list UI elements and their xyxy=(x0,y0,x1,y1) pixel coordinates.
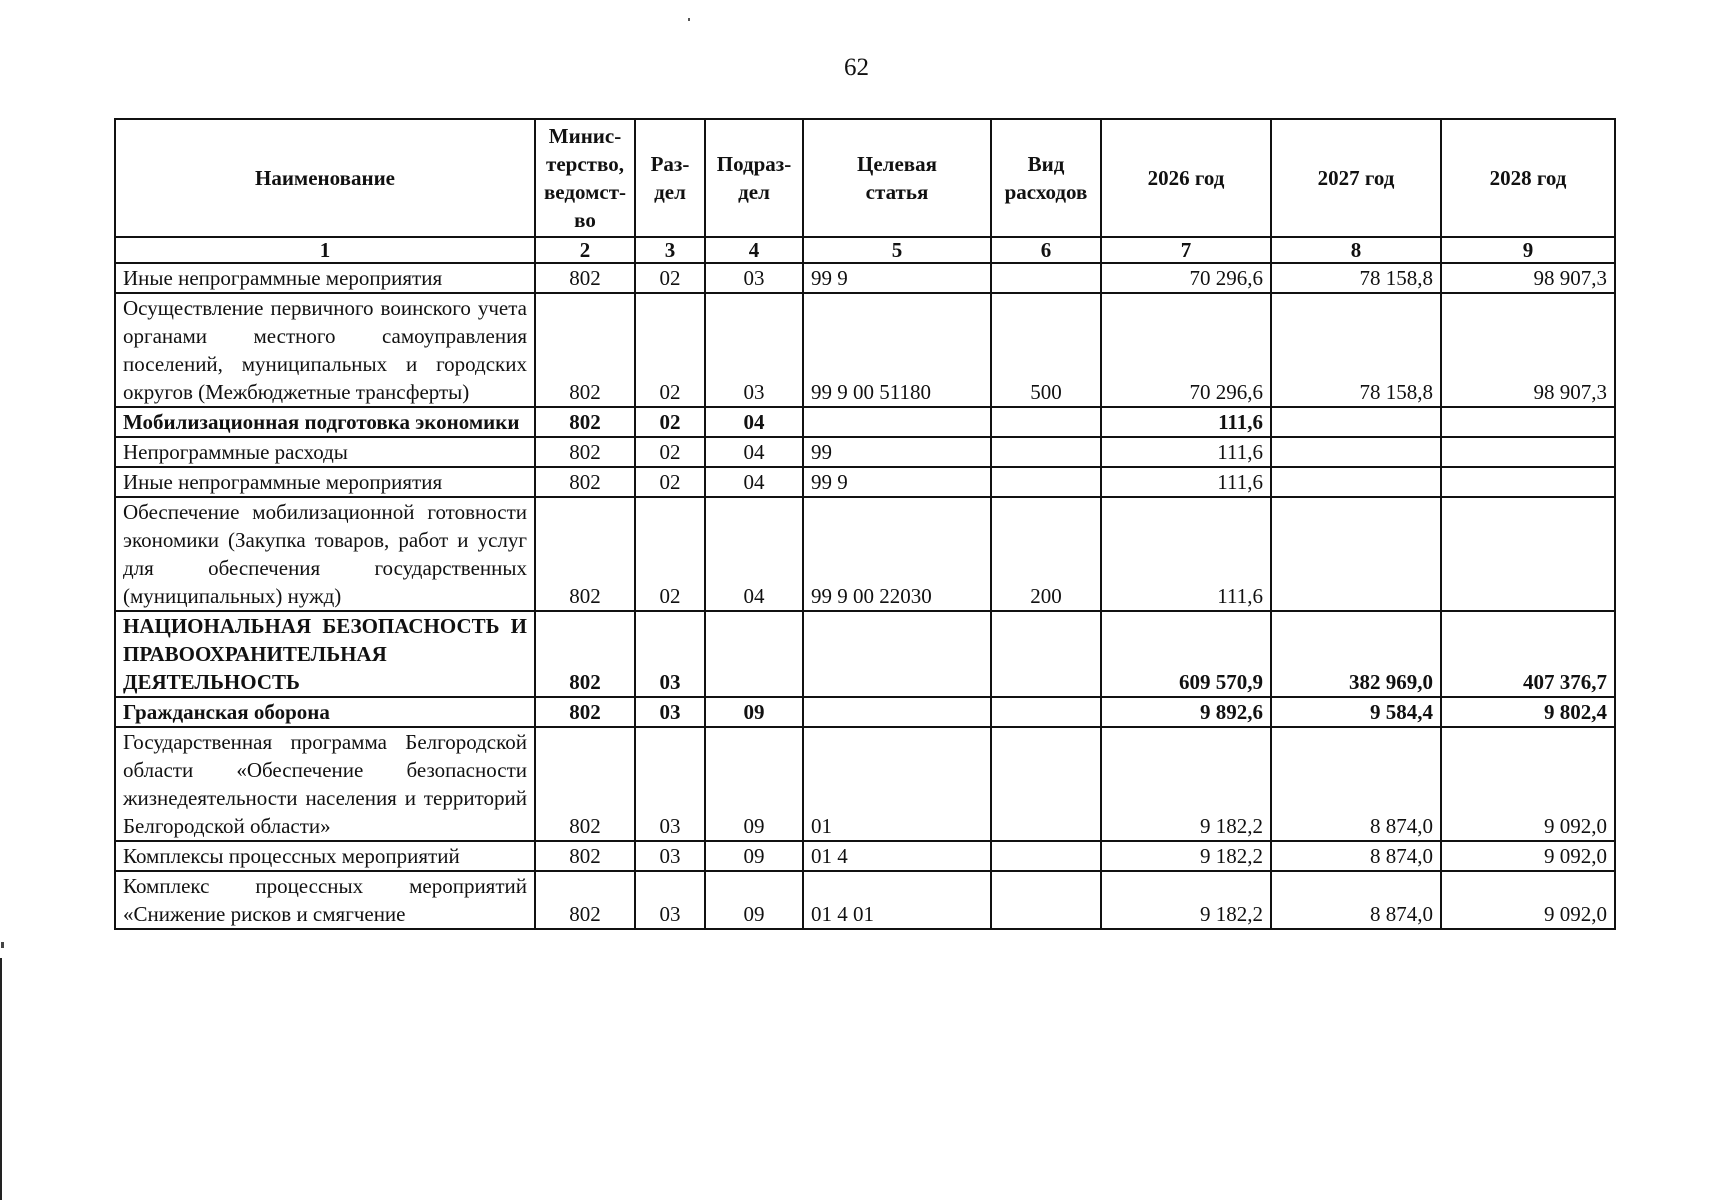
row-value-2028: 9 092,0 xyxy=(1441,871,1615,929)
row-subsection: 09 xyxy=(705,727,803,841)
row-target-article: 01 xyxy=(803,727,991,841)
row-name: Осуществление первичного воинского учета органами местного самоуправления поселений, муниципальных и городских округов (Межбюджетные трансферты) xyxy=(115,293,535,407)
row-target-article: 01 4 01 xyxy=(803,871,991,929)
row-value-2028 xyxy=(1441,497,1615,611)
row-value-2027 xyxy=(1271,437,1441,467)
row-subsection: 03 xyxy=(705,263,803,293)
row-expense-type xyxy=(991,611,1101,697)
row-value-2027 xyxy=(1271,497,1441,611)
column-header-2026: 2026 год xyxy=(1101,119,1271,237)
row-value-2028: 98 907,3 xyxy=(1441,263,1615,293)
column-header-ministry: Минис- терство, ведомст- во xyxy=(535,119,635,237)
column-header-2027: 2027 год xyxy=(1271,119,1441,237)
row-value-2027: 78 158,8 xyxy=(1271,293,1441,407)
table-row xyxy=(115,727,1615,841)
row-name: Мобилизационная подготовка экономики xyxy=(115,407,535,437)
row-value-2028: 98 907,3 xyxy=(1441,293,1615,407)
row-subsection: 04 xyxy=(705,497,803,611)
scan-edge-mark xyxy=(0,958,2,1200)
row-ministry: 802 xyxy=(535,407,635,437)
table-row xyxy=(115,497,1615,611)
row-name: НАЦИОНАЛЬНАЯ БЕЗОПАСНОСТЬ И ПРАВООХРАНИТЕЛЬНАЯ ДЕЯТЕЛЬНОСТЬ xyxy=(115,611,535,697)
table-row xyxy=(115,611,1615,697)
row-ministry: 802 xyxy=(535,841,635,871)
row-value-2027: 9 584,4 xyxy=(1271,697,1441,727)
row-section: 03 xyxy=(635,871,705,929)
row-value-2027: 78 158,8 xyxy=(1271,263,1441,293)
row-section: 02 xyxy=(635,497,705,611)
row-value-2026: 9 182,2 xyxy=(1101,727,1271,841)
row-expense-type xyxy=(991,437,1101,467)
row-ministry: 802 xyxy=(535,467,635,497)
row-target-article xyxy=(803,407,991,437)
row-value-2027: 382 969,0 xyxy=(1271,611,1441,697)
row-value-2026: 70 296,6 xyxy=(1101,263,1271,293)
table-header-row xyxy=(115,119,1615,237)
row-section: 02 xyxy=(635,407,705,437)
column-number: 6 xyxy=(991,237,1101,263)
row-target-article: 99 9 00 51180 xyxy=(803,293,991,407)
column-number: 8 xyxy=(1271,237,1441,263)
row-value-2026: 9 182,2 xyxy=(1101,871,1271,929)
row-expense-type xyxy=(991,407,1101,437)
row-ministry: 802 xyxy=(535,437,635,467)
row-section: 03 xyxy=(635,611,705,697)
table-row xyxy=(115,697,1615,727)
row-target-article: 99 xyxy=(803,437,991,467)
column-header-subsection: Подраз- дел xyxy=(705,119,803,237)
row-value-2026: 9 182,2 xyxy=(1101,841,1271,871)
column-header-section: Раз- дел xyxy=(635,119,705,237)
row-value-2027 xyxy=(1271,407,1441,437)
row-section: 02 xyxy=(635,263,705,293)
table-row xyxy=(115,841,1615,871)
row-expense-type xyxy=(991,467,1101,497)
column-header-target-article: Целевая статья xyxy=(803,119,991,237)
column-number: 4 xyxy=(705,237,803,263)
column-number: 2 xyxy=(535,237,635,263)
row-subsection xyxy=(705,611,803,697)
row-subsection: 03 xyxy=(705,293,803,407)
row-subsection: 09 xyxy=(705,697,803,727)
row-value-2028 xyxy=(1441,467,1615,497)
row-value-2028 xyxy=(1441,407,1615,437)
row-expense-type: 200 xyxy=(991,497,1101,611)
row-value-2028: 9 092,0 xyxy=(1441,841,1615,871)
row-value-2028: 9 802,4 xyxy=(1441,697,1615,727)
row-section: 02 xyxy=(635,293,705,407)
row-value-2028 xyxy=(1441,437,1615,467)
column-number-row xyxy=(115,237,1615,263)
row-subsection: 04 xyxy=(705,407,803,437)
table-row xyxy=(115,437,1615,467)
row-value-2026: 70 296,6 xyxy=(1101,293,1271,407)
row-section: 03 xyxy=(635,727,705,841)
column-header-2028: 2028 год xyxy=(1441,119,1615,237)
row-subsection: 09 xyxy=(705,841,803,871)
row-name: Государственная программа Белгородской области «Обеспечение безопасности жизнедеятельности населения и территорий Белгородской области» xyxy=(115,727,535,841)
table-row xyxy=(115,407,1615,437)
column-number: 9 xyxy=(1441,237,1615,263)
row-ministry: 802 xyxy=(535,697,635,727)
row-expense-type xyxy=(991,871,1101,929)
row-expense-type xyxy=(991,263,1101,293)
row-value-2026: 111,6 xyxy=(1101,437,1271,467)
row-name: Иные непрограммные мероприятия xyxy=(115,263,535,293)
row-section: 02 xyxy=(635,467,705,497)
scan-speck xyxy=(688,18,690,21)
row-ministry: 802 xyxy=(535,727,635,841)
row-ministry: 802 xyxy=(535,497,635,611)
row-value-2028: 407 376,7 xyxy=(1441,611,1615,697)
row-ministry: 802 xyxy=(535,871,635,929)
scan-edge-mark xyxy=(1,942,4,948)
row-subsection: 09 xyxy=(705,871,803,929)
row-subsection: 04 xyxy=(705,467,803,497)
row-expense-type xyxy=(991,727,1101,841)
table-row xyxy=(115,293,1615,407)
row-target-article: 01 4 xyxy=(803,841,991,871)
row-section: 03 xyxy=(635,841,705,871)
budget-table xyxy=(114,118,1616,930)
row-section: 03 xyxy=(635,697,705,727)
row-name: Обеспечение мобилизационной готовности экономики (Закупка товаров, работ и услуг для обеспечения государственных (муниципальных) нужд) xyxy=(115,497,535,611)
row-target-article: 99 9 xyxy=(803,263,991,293)
column-header-expense-type: Вид расходов xyxy=(991,119,1101,237)
row-name: Комплекс процессных мероприятий «Снижение рисков и смягчение xyxy=(115,871,535,929)
row-expense-type xyxy=(991,841,1101,871)
column-number: 5 xyxy=(803,237,991,263)
row-name: Комплексы процессных мероприятий xyxy=(115,841,535,871)
row-subsection: 04 xyxy=(705,437,803,467)
row-ministry: 802 xyxy=(535,263,635,293)
column-number: 7 xyxy=(1101,237,1271,263)
row-value-2027: 8 874,0 xyxy=(1271,841,1441,871)
row-section: 02 xyxy=(635,437,705,467)
row-target-article: 99 9 xyxy=(803,467,991,497)
column-header-name: Наименование xyxy=(115,119,535,237)
row-name: Непрограммные расходы xyxy=(115,437,535,467)
row-value-2028: 9 092,0 xyxy=(1441,727,1615,841)
row-value-2026: 111,6 xyxy=(1101,467,1271,497)
row-target-article: 99 9 00 22030 xyxy=(803,497,991,611)
row-value-2027: 8 874,0 xyxy=(1271,727,1441,841)
row-value-2026: 111,6 xyxy=(1101,407,1271,437)
row-name: Гражданская оборона xyxy=(115,697,535,727)
row-name: Иные непрограммные мероприятия xyxy=(115,467,535,497)
row-value-2026: 609 570,9 xyxy=(1101,611,1271,697)
row-ministry: 802 xyxy=(535,293,635,407)
row-value-2027: 8 874,0 xyxy=(1271,871,1441,929)
table-row xyxy=(115,467,1615,497)
row-target-article xyxy=(803,697,991,727)
row-expense-type xyxy=(991,697,1101,727)
column-number: 3 xyxy=(635,237,705,263)
row-ministry: 802 xyxy=(535,611,635,697)
row-value-2026: 9 892,6 xyxy=(1101,697,1271,727)
row-expense-type: 500 xyxy=(991,293,1101,407)
table-row xyxy=(115,871,1615,929)
row-value-2026: 111,6 xyxy=(1101,497,1271,611)
row-target-article xyxy=(803,611,991,697)
column-number: 1 xyxy=(115,237,535,263)
row-value-2027 xyxy=(1271,467,1441,497)
table-body xyxy=(115,263,1615,929)
page-number: 62 xyxy=(844,54,869,81)
table-row xyxy=(115,263,1615,293)
